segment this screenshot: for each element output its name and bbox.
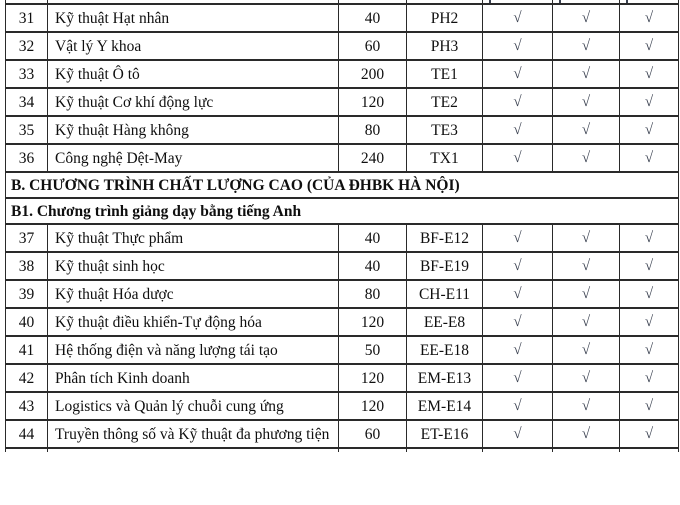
row-number: 42 [6, 364, 48, 392]
check-mark: √ [620, 336, 679, 364]
program-code: PH3 [407, 32, 483, 60]
check-mark: √ [553, 32, 620, 60]
row-number: 41 [6, 336, 48, 364]
quota-value: 40 [339, 252, 407, 280]
program-code: EE-E8 [407, 308, 483, 336]
check-tip-icon [626, 0, 628, 3]
partial-row-bottom [6, 448, 679, 452]
program-code: EM-E13 [407, 364, 483, 392]
check-mark: √ [483, 224, 553, 252]
check-mark: √ [553, 280, 620, 308]
section-heading-row [6, 172, 679, 198]
check-mark: √ [553, 224, 620, 252]
check-mark: √ [553, 364, 620, 392]
row-number: 39 [6, 280, 48, 308]
check-mark: √ [620, 224, 679, 252]
partial-cell [339, 448, 407, 452]
row-number: 37 [6, 224, 48, 252]
program-name: Kỹ thuật Hóa dược [48, 280, 339, 308]
table-row [6, 280, 679, 308]
check-mark: √ [483, 60, 553, 88]
program-code: EE-E18 [407, 336, 483, 364]
program-code: TE3 [407, 116, 483, 144]
quota-value: 40 [339, 4, 407, 32]
partial-cell [48, 448, 339, 452]
check-mark: √ [483, 308, 553, 336]
program-name: Phân tích Kinh doanh [48, 364, 339, 392]
program-name: Truyền thông số và Kỹ thuật đa phương tiện [48, 420, 339, 448]
quota-value: 60 [339, 32, 407, 60]
quota-value: 80 [339, 116, 407, 144]
check-mark: √ [483, 420, 553, 448]
table-body [6, 0, 679, 452]
quota-value: 120 [339, 308, 407, 336]
program-code: TE1 [407, 60, 483, 88]
program-code: EM-E14 [407, 392, 483, 420]
quota-value: 120 [339, 392, 407, 420]
check-mark: √ [483, 116, 553, 144]
check-mark: √ [553, 144, 620, 172]
check-mark: √ [620, 392, 679, 420]
row-number: 31 [6, 4, 48, 32]
partial-cell [620, 448, 679, 452]
program-name: Kỹ thuật điều khiển-Tự động hóa [48, 308, 339, 336]
check-mark: √ [483, 392, 553, 420]
table-row [6, 32, 679, 60]
check-mark: √ [553, 420, 620, 448]
table-row [6, 336, 679, 364]
quota-value: 240 [339, 144, 407, 172]
check-mark: √ [483, 32, 553, 60]
table-row [6, 4, 679, 32]
program-name: Công nghệ Dệt-May [48, 144, 339, 172]
partial-cell [6, 448, 48, 452]
check-mark: √ [483, 364, 553, 392]
program-name: Kỹ thuật Thực phẩm [48, 224, 339, 252]
check-mark: √ [620, 88, 679, 116]
check-mark: √ [483, 252, 553, 280]
program-code: PH2 [407, 4, 483, 32]
quota-value: 80 [339, 280, 407, 308]
check-mark: √ [553, 252, 620, 280]
program-code: BF-E12 [407, 224, 483, 252]
check-mark: √ [553, 392, 620, 420]
program-name: Kỹ thuật Cơ khí động lực [48, 88, 339, 116]
program-code: CH-E11 [407, 280, 483, 308]
check-mark: √ [553, 116, 620, 144]
section-heading: B1. Chương trình giảng dạy bằng tiếng Anh [6, 198, 679, 224]
row-number: 36 [6, 144, 48, 172]
table-row [6, 364, 679, 392]
check-mark: √ [620, 308, 679, 336]
quota-value: 50 [339, 336, 407, 364]
partial-cell [407, 448, 483, 452]
program-code: BF-E19 [407, 252, 483, 280]
check-mark: √ [620, 60, 679, 88]
row-number: 40 [6, 308, 48, 336]
program-name: Kỹ thuật sinh học [48, 252, 339, 280]
table-row [6, 60, 679, 88]
row-number: 32 [6, 32, 48, 60]
table-row [6, 420, 679, 448]
program-name: Kỹ thuật Hạt nhân [48, 4, 339, 32]
check-mark: √ [620, 280, 679, 308]
check-mark: √ [553, 4, 620, 32]
quota-value: 120 [339, 88, 407, 116]
check-mark: √ [553, 60, 620, 88]
check-mark: √ [620, 4, 679, 32]
check-mark: √ [620, 420, 679, 448]
program-name: Logistics và Quản lý chuỗi cung ứng [48, 392, 339, 420]
check-mark: √ [553, 336, 620, 364]
row-number: 38 [6, 252, 48, 280]
partial-cell [483, 448, 553, 452]
check-mark: √ [620, 144, 679, 172]
table-row [6, 144, 679, 172]
section-heading-row [6, 198, 679, 224]
check-mark: √ [483, 88, 553, 116]
section-heading: B. CHƯƠNG TRÌNH CHẤT LƯỢNG CAO (CỦA ĐHBK HÀ NỘI) [6, 172, 679, 198]
row-number: 33 [6, 60, 48, 88]
row-number: 35 [6, 116, 48, 144]
row-number: 34 [6, 88, 48, 116]
check-mark: √ [620, 116, 679, 144]
table-row [6, 252, 679, 280]
check-tip-icon [559, 0, 561, 3]
program-code: ET-E16 [407, 420, 483, 448]
check-mark: √ [483, 144, 553, 172]
program-code: TE2 [407, 88, 483, 116]
table-row [6, 88, 679, 116]
table-row [6, 116, 679, 144]
quota-value: 60 [339, 420, 407, 448]
partial-cell [553, 448, 620, 452]
quota-value: 120 [339, 364, 407, 392]
program-name: Hệ thống điện và năng lượng tái tạo [48, 336, 339, 364]
check-mark: √ [620, 32, 679, 60]
check-mark: √ [553, 308, 620, 336]
row-number: 44 [6, 420, 48, 448]
admissions-table [5, 0, 679, 452]
quota-value: 40 [339, 224, 407, 252]
row-number: 43 [6, 392, 48, 420]
check-mark: √ [483, 336, 553, 364]
table-row [6, 308, 679, 336]
check-mark: √ [553, 88, 620, 116]
check-mark: √ [620, 252, 679, 280]
table-row [6, 224, 679, 252]
check-tip-icon [489, 0, 491, 3]
quota-value: 200 [339, 60, 407, 88]
table-row [6, 392, 679, 420]
check-mark: √ [483, 280, 553, 308]
program-name: Kỹ thuật Ô tô [48, 60, 339, 88]
program-code: TX1 [407, 144, 483, 172]
check-mark: √ [483, 4, 553, 32]
check-mark: √ [620, 364, 679, 392]
program-name: Vật lý Y khoa [48, 32, 339, 60]
program-name: Kỹ thuật Hàng không [48, 116, 339, 144]
